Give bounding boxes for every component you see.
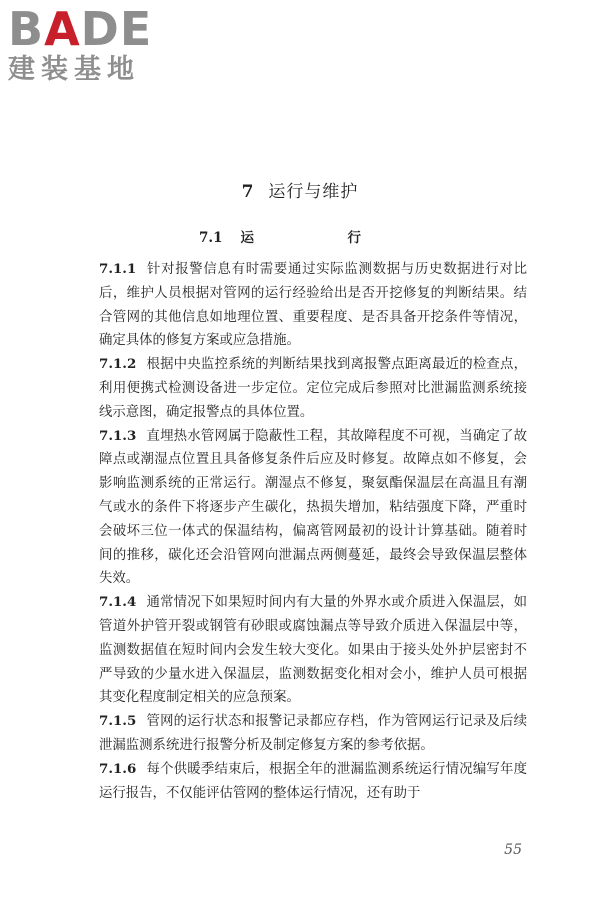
paragraph	[99, 425, 527, 592]
body-text	[99, 258, 527, 805]
clause-number: 7.1.2	[99, 356, 137, 373]
clause-text: 根据中央监控系统的判断结果找到离报警点距离最近的检查点，利用便携式检测设备进一步定位。定位完成后参照对比泄漏监测系统接线示意图，确定报警点的具体位置。	[99, 357, 527, 420]
clause-number: 7.1.3	[99, 427, 137, 444]
clause-text: 直埋热水管网属于隐蔽性工程，其故障程度不可视，当确定了故障点或潮湿点位置且具备修复条件后应及时修复。故障点如不修复，会影响监测系统的正常运行。潮湿点不修复，聚氨酯保温层在高温且有潮气或水的条件下将逐步产生碳化，热损失增加，粘结强度下降，严重时会破坏三位一体式的保温结构，偏离管网最初的设计计算基础。随着时间的推移，碳化还会沿管网向泄漏点两侧蔓延，最终会导致保温层整体失效。	[99, 428, 527, 587]
clause-number: 7.1.4	[99, 594, 137, 611]
clause-number: 7.1.6	[99, 760, 137, 777]
clause-number: 7.1.5	[99, 713, 137, 730]
page-number: 55	[504, 842, 522, 858]
paragraph	[99, 258, 527, 353]
clause-text: 每个供暖季结束后，根据全年的泄漏监测系统运行情况编写年度运行报告，不仅能评估管网的整体运行情况，还有助于	[99, 761, 527, 801]
paragraph	[99, 353, 527, 424]
clause-text: 针对报警信息有时需要通过实际监测数据与历史数据进行对比后，维护人员根据对管网的运行经验给出是否开挖修复的判断结果。结合管网的其他信息如地理位置、重要程度、是否具备开挖条件等情况，确定具体的修复方案或应急措施。	[99, 262, 527, 349]
logo-subtitle: 建装基地	[8, 54, 140, 85]
chapter-heading	[0, 177, 600, 202]
clause-text: 管网的运行状态和报警记录都应存档，作为管网运行记录及后续泄漏监测系统进行报警分析及制定修复方案的参考依据。	[99, 714, 527, 753]
paragraph	[99, 758, 527, 806]
paragraph	[99, 591, 527, 710]
paragraph	[99, 710, 527, 758]
logo-brand: BADE	[8, 2, 153, 56]
logo	[8, 2, 178, 86]
clause-number: 7.1.1	[99, 261, 137, 277]
chapter-number: 7	[241, 182, 255, 202]
section-number: 7.1	[199, 230, 223, 246]
section-title: 运 行	[240, 230, 401, 246]
chapter-title: 运行与维护	[268, 182, 359, 202]
section-heading	[0, 226, 600, 246]
clause-text: 通常情况下如果短时间内有大量的外界水或介质进入保温层，如管道外护管开裂或钢管有砂眼或腐蚀漏点等导致介质进入保温层中等，监测数据值在短时间内会发生较大变化。如果由于接头处外护层密封不严导致的少量水进入保温层，监测数据变化相对会小，维护人员可根据其变化程度制定相关的应急预案。	[99, 595, 527, 706]
